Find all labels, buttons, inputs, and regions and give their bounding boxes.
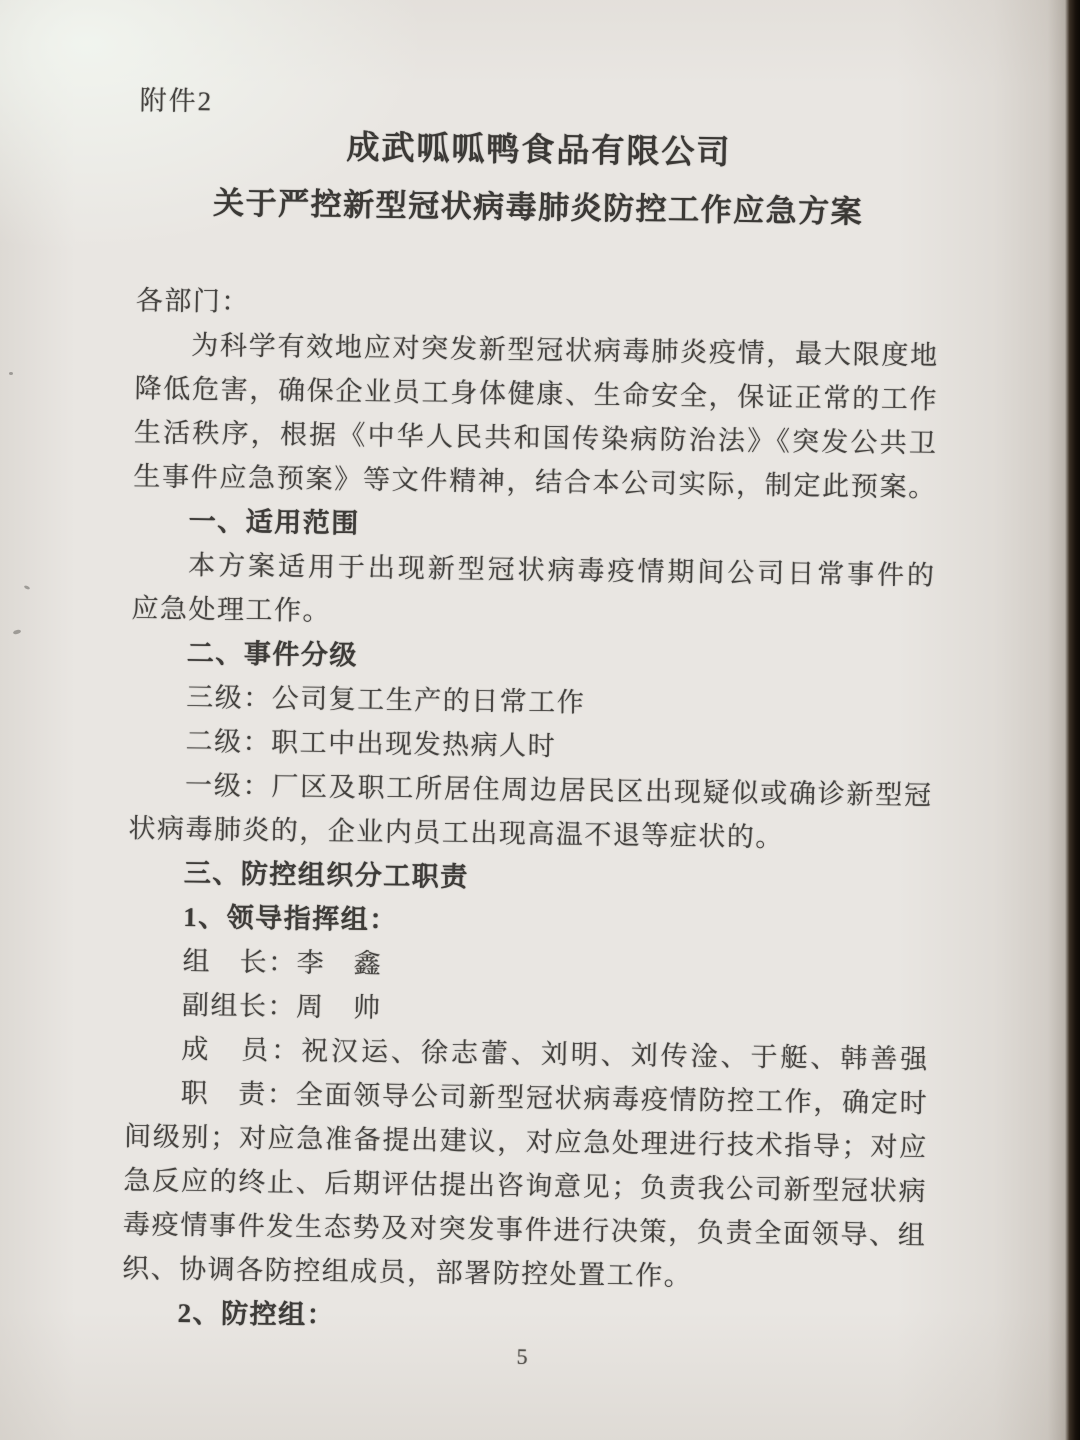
section1-heading: 一、适用范围 xyxy=(188,506,360,539)
company-name-title: 成武呱呱鸭食品有限公司 xyxy=(346,130,732,172)
intro-line: 降低危害，确保企业员工身体健康、生命安全，保证正常的工作 xyxy=(134,373,937,415)
document-body xyxy=(121,278,938,1345)
scope-line: 本方案适用于出现新型冠状病毒疫情期间公司日常事件的 xyxy=(187,550,935,591)
group1-members: 成 员：祝汉运、徐志蕾、刘明、刘传淦、于艇、韩善强 xyxy=(181,1034,928,1075)
level1-line: 一级：厂区及职工所居住周边居民区出现疑似或确诊新型冠 xyxy=(184,770,932,811)
intro-line: 生活秩序，根据《中华人民共和国传染病防治法》《突发公共卫 xyxy=(133,417,937,459)
paper-speck xyxy=(9,372,13,375)
scope-line: 应急处理工作。 xyxy=(131,593,332,627)
attachment-label: 附件2 xyxy=(139,85,214,117)
section2-heading: 二、事件分级 xyxy=(186,638,359,671)
duties-line: 间级别；对应急准备提出建议，对应急处理进行技术指导；对应 xyxy=(123,1121,927,1163)
page-number: 5 xyxy=(516,1343,528,1369)
page-right-edge-shadow xyxy=(1065,0,1080,1440)
salutation: 各部门： xyxy=(135,285,251,317)
section3-heading: 三、防控组织分工职责 xyxy=(183,858,470,893)
intro-line: 生事件应急预案》等文件精神，结合本公司实际，制定此预案。 xyxy=(133,461,936,503)
group2-heading: 2、防控组： xyxy=(177,1298,336,1331)
group1-heading: 1、领导指挥组： xyxy=(183,902,398,936)
group1-deputy: 副组长：周 帅 xyxy=(181,990,382,1023)
intro-line: 为科学有效地应对突发新型冠状病毒肺炎疫情，最大限度地 xyxy=(190,330,938,371)
document-title: 关于严控新型冠状病毒肺炎防控工作应急方案 xyxy=(212,185,864,230)
duties-line: 职 责：全面领导公司新型冠状病毒疫情防控工作，确定时 xyxy=(180,1078,927,1119)
level3-line: 三级：公司复工生产的日常工作 xyxy=(186,682,586,718)
level2-line: 二级：职工中出现发热病人时 xyxy=(185,726,557,762)
level1-line: 状病毒肺炎的，企业内员工出现高温不退等症状的。 xyxy=(128,813,785,853)
duties-line: 毒疫情事件发生态势及对突发事件进行决策，负责全面领导、组 xyxy=(122,1209,926,1251)
group1-leader: 组 长：李 鑫 xyxy=(182,946,383,979)
duties-line: 织、协调各防控组成员，部署防控处置工作。 xyxy=(122,1253,693,1292)
duties-line: 急反应的终止、后期评估提出咨询意见；负责我公司新型冠状病 xyxy=(123,1165,926,1207)
